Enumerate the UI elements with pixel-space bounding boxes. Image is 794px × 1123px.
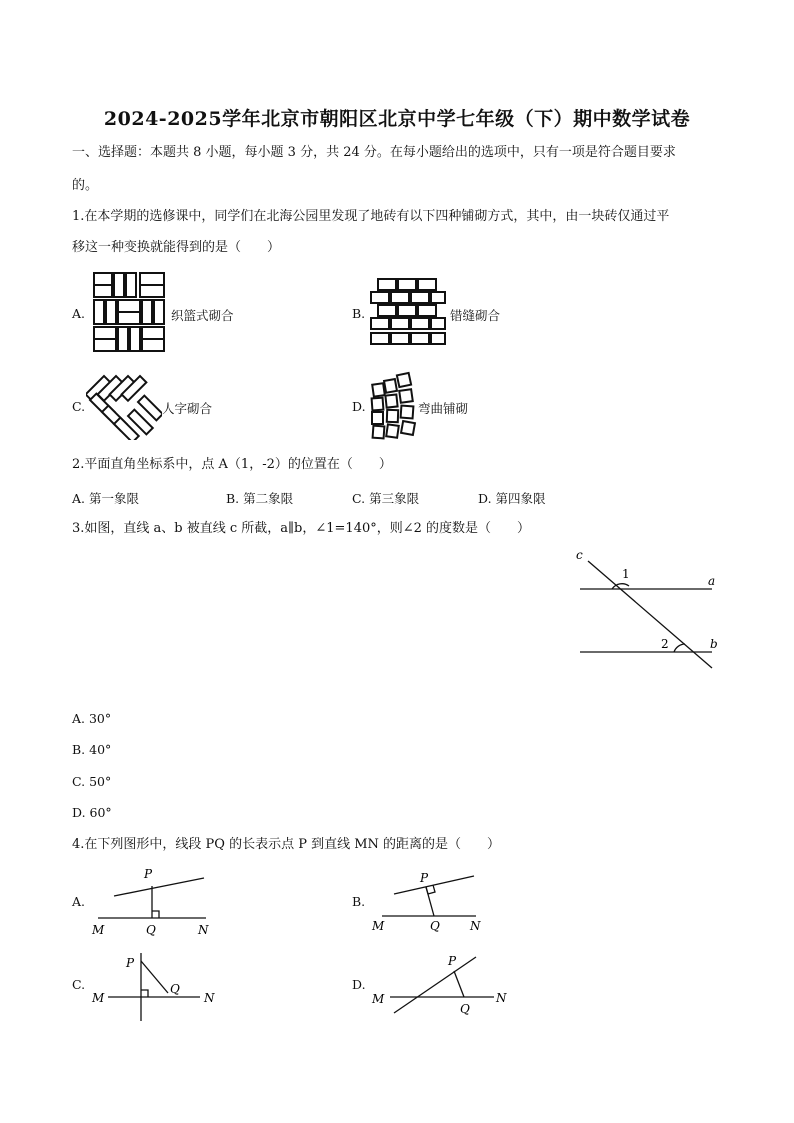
label-p: P bbox=[126, 956, 135, 970]
q4-figure-d bbox=[368, 945, 518, 1025]
q1-option-d-letter: D. bbox=[352, 399, 366, 414]
label-p: P bbox=[144, 867, 153, 881]
q1-option-b-caption: 错缝砌合 bbox=[450, 308, 501, 323]
q2-option-d: D. 第四象限 bbox=[478, 491, 546, 506]
q4-option-a-letter: A. bbox=[72, 894, 86, 909]
page-title: 2024-2025学年北京市朝阳区北京中学七年级（下）期中数学试卷 bbox=[103, 108, 691, 130]
label-q: Q bbox=[170, 982, 180, 996]
label-m: M bbox=[372, 919, 385, 933]
q2-option-c: C. 第三象限 bbox=[352, 491, 420, 506]
q4-option-d-letter: D. bbox=[352, 977, 366, 992]
q4-figure-a bbox=[88, 862, 218, 942]
label-m: M bbox=[92, 991, 105, 1005]
herringbone-tiling-figure bbox=[86, 372, 162, 440]
q2-option-a: A. 第一象限 bbox=[72, 491, 139, 506]
label-a: a bbox=[708, 574, 716, 588]
q3-option-d: D. 60° bbox=[72, 805, 112, 820]
label-n: N bbox=[470, 919, 481, 933]
q4-figure-b bbox=[368, 862, 498, 942]
section-heading-cont: 的。 bbox=[72, 178, 99, 193]
label-n: N bbox=[204, 991, 215, 1005]
q1-option-c-caption: 人字砌合 bbox=[162, 401, 213, 416]
curved-paving-figure bbox=[368, 370, 420, 446]
section-heading: 一、选择题：本题共 8 小题，每小题 3 分，共 24 分。在每小题给出的选项中，只有一项是符合题目要求 bbox=[72, 145, 676, 160]
q4-figure-c bbox=[88, 945, 218, 1025]
q4-option-b-letter: B. bbox=[352, 894, 366, 909]
q2-option-b: B. 第二象限 bbox=[226, 491, 294, 506]
label-q: Q bbox=[430, 919, 440, 933]
label-angle-1: 1 bbox=[622, 567, 630, 581]
q1-stem: 1.在本学期的选修课中，同学们在北海公园里发现了地砖有以下四种铺砌方式，其中，由一块砖仅通过平 bbox=[72, 209, 670, 224]
q3-option-a: A. 30° bbox=[72, 711, 112, 726]
q1-option-a-caption: 织篮式砌合 bbox=[171, 308, 234, 323]
q1-option-c-letter: C. bbox=[72, 399, 86, 414]
label-q: Q bbox=[146, 923, 156, 937]
q3-option-b: B. 40° bbox=[72, 742, 112, 757]
label-n: N bbox=[198, 923, 209, 937]
label-b: b bbox=[710, 637, 718, 651]
label-p: P bbox=[420, 871, 429, 885]
label-n: N bbox=[496, 991, 507, 1005]
q4-option-c-letter: C. bbox=[72, 977, 86, 992]
q1-option-a-letter: A. bbox=[72, 306, 86, 321]
basketweave-tiling-figure bbox=[90, 270, 170, 356]
label-angle-2: 2 bbox=[661, 637, 669, 651]
q1-option-b-letter: B. bbox=[352, 306, 366, 321]
label-c: c bbox=[576, 548, 583, 562]
running-bond-tiling-figure bbox=[368, 276, 450, 352]
label-q: Q bbox=[460, 1002, 470, 1016]
label-m: M bbox=[92, 923, 105, 937]
q3-stem: 3.如图，直线 a、b 被直线 c 所截，a∥b，∠1=140°，则∠2 的度数是（ ） bbox=[72, 521, 531, 536]
q4-stem: 4.在下列图形中，线段 PQ 的长表示点 P 到直线 MN 的距离的是（ ） bbox=[72, 837, 501, 852]
q2-stem: 2.平面直角坐标系中，点 A（1，-2）的位置在（ ） bbox=[72, 457, 392, 472]
label-p: P bbox=[448, 954, 457, 968]
parallel-lines-transversal-figure bbox=[570, 545, 730, 675]
q3-option-c: C. 50° bbox=[72, 774, 112, 789]
label-m: M bbox=[372, 992, 385, 1006]
q1-stem-cont: 移这一种变换就能得到的是（ ） bbox=[72, 240, 281, 255]
q1-option-d-caption: 弯曲铺砌 bbox=[418, 401, 469, 416]
